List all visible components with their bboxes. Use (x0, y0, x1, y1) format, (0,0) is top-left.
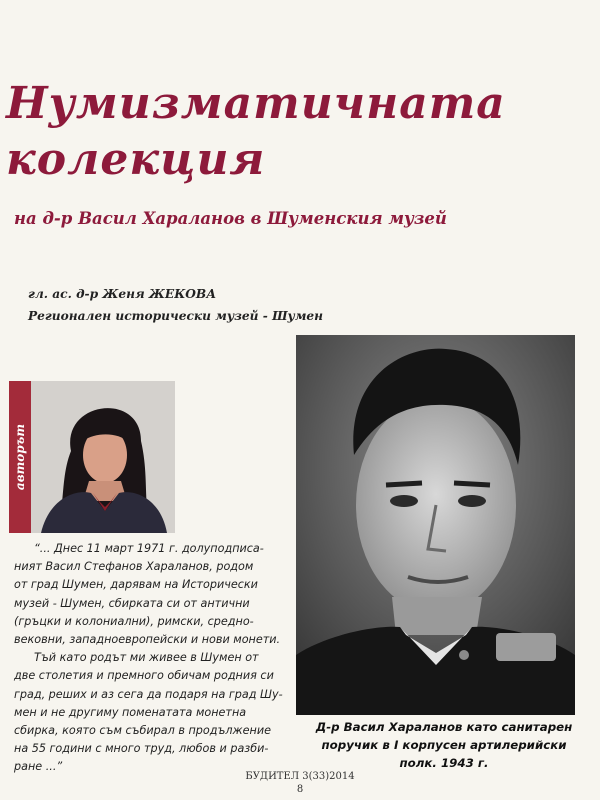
quote-line: град, реших и аз сега да подаря на град Шу- (14, 687, 283, 701)
quote-line: ране ...” (14, 760, 63, 774)
author-portrait-box (9, 381, 175, 533)
photo-caption (299, 718, 589, 772)
author-name: гл. ас. д-р Женя ЖЕКОВА (28, 287, 217, 301)
portrait-image (296, 335, 575, 715)
quote-line: ният Васил Стефанов Хараланов, родом (14, 560, 254, 574)
author-affiliation: Регионален исторически музей - Шумен (28, 309, 324, 323)
caption-line: поручик в I корпусен артилерийски (321, 738, 567, 752)
title-line-2: колекция (6, 134, 266, 185)
title-line-1: Нумизматичната (6, 78, 506, 129)
quote-line: мен и не другиму поменатата монетна (14, 705, 247, 719)
author-portrait-image (31, 381, 175, 533)
author-tag (9, 381, 31, 533)
quote-line: две столетия и премного обичам родния си (14, 669, 274, 683)
author-tag-label: авторът (13, 423, 27, 491)
quote-line: сбирка, която съм събирал в продължение (14, 724, 271, 738)
author-photo (31, 381, 175, 533)
quote-line: на 55 години с много труд, любов и разби- (14, 742, 269, 756)
caption-line: Д-р Васил Хараланов като санитарен (315, 720, 573, 734)
quote-line: музей - Шумен, сбирката си от антични (14, 596, 250, 610)
magazine-issue: БУДИТЕЛ 3(33)2014 (245, 771, 355, 782)
donation-quote (14, 540, 286, 777)
quote-line: от град Шумен, дарявам на Исторически (14, 578, 258, 592)
caption-line: полк. 1943 г. (399, 756, 489, 770)
main-portrait-photo (296, 335, 575, 715)
page-footer (200, 770, 400, 796)
article-title (6, 76, 566, 188)
byline (28, 283, 448, 327)
article-subtitle: на д-р Васил Хараланов в Шуменския музей (14, 209, 447, 228)
quote-line: “... Днес 11 март 1971 г. долуподписа- (34, 542, 264, 555)
quote-line: Тъй като родът ми живее в Шумен от (34, 651, 259, 665)
quote-line: вековни, западноевропейски и нови монети. (14, 633, 281, 647)
page-number: 8 (296, 784, 304, 795)
quote-line: (гръцки и колониални), римски, средно- (14, 614, 254, 628)
